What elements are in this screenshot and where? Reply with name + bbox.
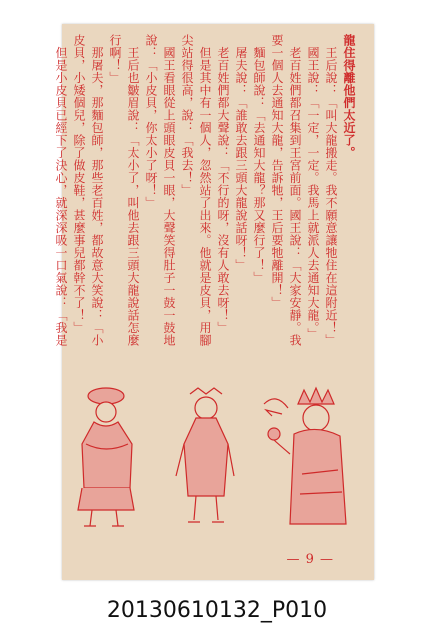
text-column: 說：「小皮貝，你太小了呀！」 xyxy=(144,34,158,209)
text-column: 麵包師說：「去通知大龍？那又麼行了！」 xyxy=(252,34,266,284)
text-column: 國王說：「一定，一定。我馬上就派人去通知大龍。」 xyxy=(306,34,320,341)
text-column: 要一個人去通知大龍，告訴牠，王后要牠離開！」 xyxy=(270,34,284,309)
text-column: 行啊！」 xyxy=(108,34,122,84)
text-column: 王后說：「叫大龍搬走。我不願意讓牠住在這附近！」 xyxy=(324,34,338,347)
text-column: 老百姓們都大聲說：「不行的呀，沒有人敢去呀！」 xyxy=(216,34,230,334)
text-column: 但是小皮貝已經下了決心，就深深吸一口氣說：「我是 xyxy=(54,34,68,347)
text-column: 尖站得很高，說：「我去！」 xyxy=(180,34,194,197)
text-column: 皮貝，小矮個兒，除了做皮鞋，甚麼事兒都幹不了！」 xyxy=(72,34,86,334)
text-column: 那屠夫，那麵包師，那些老百姓，都故意大笑說：「小 xyxy=(90,34,104,347)
text-column: 龍住得離他們太近了。 xyxy=(342,34,356,159)
king-figure xyxy=(264,388,346,524)
text-column: 王后也皺眉說：「太小了，叫他去跟三頭大龍說話怎麼 xyxy=(126,34,140,347)
text-column: 屠夫說：「誰敢去跟三頭大龍說話呀！」 xyxy=(234,34,248,272)
vertical-text-block xyxy=(54,34,356,392)
text-column: 但是其中有一個人，忽然站了出來。他就是皮貝，用腳 xyxy=(198,34,212,347)
story-illustration xyxy=(76,384,360,534)
book-page xyxy=(54,24,374,580)
queen-figure xyxy=(78,388,134,526)
text-column: 老百姓們都召集到王宮前面。國王說：「大家安靜。我 xyxy=(288,34,302,347)
pibe-figure xyxy=(176,388,234,522)
text-column: 國王看眼從上頭眼皮貝一眼，大聲笑得肚子一鼓一鼓地 xyxy=(162,34,176,347)
image-caption: 20130610132_P010 xyxy=(106,598,328,623)
page-number: — 9 — xyxy=(286,552,334,567)
